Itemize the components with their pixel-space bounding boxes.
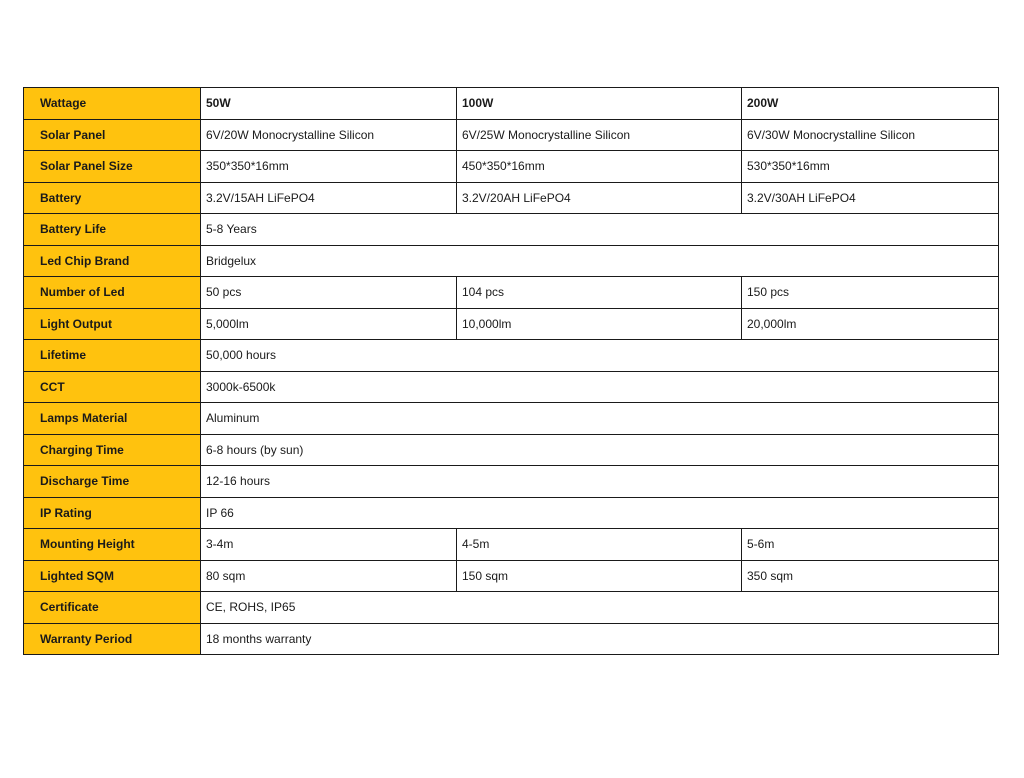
cell-value: 6-8 hours (by sun) — [201, 434, 999, 466]
row-label: Battery Life — [24, 214, 201, 246]
row-label: Solar Panel Size — [24, 151, 201, 183]
cell-value: 80 sqm — [201, 560, 457, 592]
spec-table-body — [24, 88, 999, 655]
table-row — [24, 182, 999, 214]
row-label: Lighted SQM — [24, 560, 201, 592]
cell-value: 450*350*16mm — [457, 151, 742, 183]
cell-value: 150 pcs — [742, 277, 999, 309]
table-row — [24, 529, 999, 561]
cell-value: 4-5m — [457, 529, 742, 561]
table-row — [24, 623, 999, 655]
cell-value: 350*350*16mm — [201, 151, 457, 183]
row-label: Battery — [24, 182, 201, 214]
table-row — [24, 371, 999, 403]
cell-value: CE, ROHS, IP65 — [201, 592, 999, 624]
cell-value: 100W — [457, 88, 742, 120]
cell-value: 3.2V/20AH LiFePO4 — [457, 182, 742, 214]
cell-value: 350 sqm — [742, 560, 999, 592]
row-label: Led Chip Brand — [24, 245, 201, 277]
cell-value: 12-16 hours — [201, 466, 999, 498]
cell-value: 50,000 hours — [201, 340, 999, 372]
table-row — [24, 245, 999, 277]
row-label: Number of Led — [24, 277, 201, 309]
row-label: Wattage — [24, 88, 201, 120]
cell-value: 50 pcs — [201, 277, 457, 309]
cell-value: Bridgelux — [201, 245, 999, 277]
cell-value: 5,000lm — [201, 308, 457, 340]
cell-value: 3000k-6500k — [201, 371, 999, 403]
cell-value: Aluminum — [201, 403, 999, 435]
cell-value: 104 pcs — [457, 277, 742, 309]
cell-value: 18 months warranty — [201, 623, 999, 655]
table-row — [24, 151, 999, 183]
cell-value: 6V/25W Monocrystalline Silicon — [457, 119, 742, 151]
table-row — [24, 403, 999, 435]
cell-value: 200W — [742, 88, 999, 120]
row-label: Discharge Time — [24, 466, 201, 498]
table-row — [24, 214, 999, 246]
row-label: Lifetime — [24, 340, 201, 372]
table-row — [24, 308, 999, 340]
cell-value: 3.2V/15AH LiFePO4 — [201, 182, 457, 214]
cell-value: IP 66 — [201, 497, 999, 529]
table-row — [24, 497, 999, 529]
row-label: Lamps Material — [24, 403, 201, 435]
cell-value: 20,000lm — [742, 308, 999, 340]
row-label: Light Output — [24, 308, 201, 340]
cell-value: 5-8 Years — [201, 214, 999, 246]
cell-value: 6V/30W Monocrystalline Silicon — [742, 119, 999, 151]
table-row — [24, 277, 999, 309]
cell-value: 150 sqm — [457, 560, 742, 592]
row-label: IP Rating — [24, 497, 201, 529]
table-row — [24, 119, 999, 151]
row-label: Charging Time — [24, 434, 201, 466]
cell-value: 5-6m — [742, 529, 999, 561]
cell-value: 10,000lm — [457, 308, 742, 340]
table-row — [24, 466, 999, 498]
table-row — [24, 434, 999, 466]
cell-value: 3.2V/30AH LiFePO4 — [742, 182, 999, 214]
cell-value: 6V/20W Monocrystalline Silicon — [201, 119, 457, 151]
table-row — [24, 340, 999, 372]
cell-value: 50W — [201, 88, 457, 120]
cell-value: 3-4m — [201, 529, 457, 561]
spec-table — [23, 87, 999, 655]
row-label: Certificate — [24, 592, 201, 624]
table-row — [24, 592, 999, 624]
row-label: Mounting Height — [24, 529, 201, 561]
row-label: Warranty Period — [24, 623, 201, 655]
cell-value: 530*350*16mm — [742, 151, 999, 183]
table-row — [24, 88, 999, 120]
row-label: CCT — [24, 371, 201, 403]
table-row — [24, 560, 999, 592]
row-label: Solar Panel — [24, 119, 201, 151]
